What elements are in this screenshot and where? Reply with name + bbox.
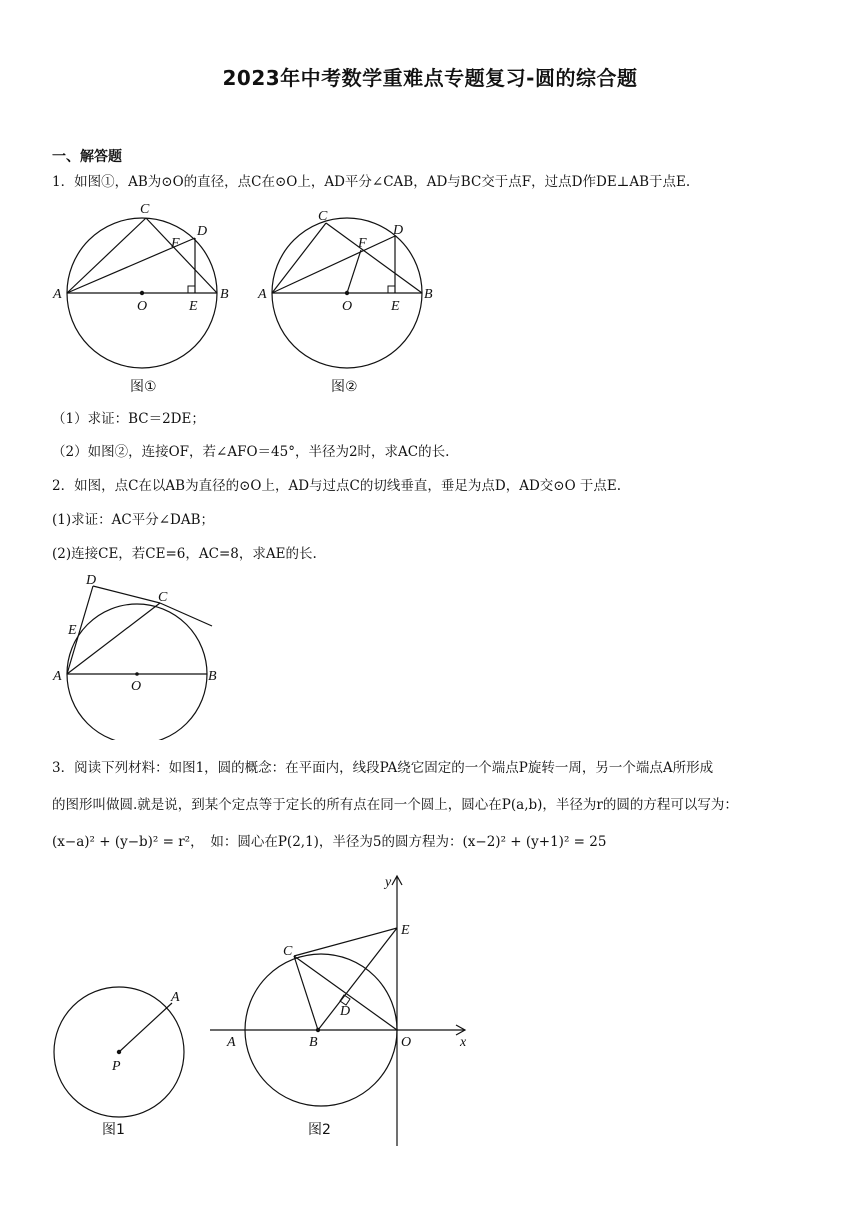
- q2-part1: (1)求证：AC平分∠DAB；: [52, 512, 215, 528]
- point-label-b: B: [220, 287, 229, 302]
- point-label-e: E: [68, 623, 77, 638]
- q3-figures: [50, 868, 480, 1148]
- q1-stem: 1．如图①，AB为⊙O的直径，点C在⊙O上，AD平分∠CAB，AD与BC交于点F，过点D作DE⊥AB于点E.: [52, 174, 691, 190]
- q3-figure-2: [210, 875, 467, 1146]
- fig1-line-AC: [67, 218, 146, 293]
- q1-figure-1: [52, 202, 229, 395]
- q3-fig2-caption: 图2: [308, 1122, 331, 1138]
- q2-part2: (2)连接CE，若CE=6，AC=8，求AE的长.: [52, 546, 317, 562]
- line-CE: [294, 928, 397, 956]
- point-label-d: D: [86, 573, 97, 588]
- fig2-line-CB: [326, 223, 422, 293]
- fig2-caption: 图②: [331, 379, 358, 395]
- point-label-a: A: [53, 669, 62, 684]
- q2-center-dot: [135, 672, 139, 676]
- fig2-center-dot: [345, 291, 349, 295]
- point-label-d: D: [340, 1004, 351, 1019]
- page-title: 2023年中考数学重难点专题复习-圆的综合题: [222, 66, 638, 90]
- q3-fig1-caption: 图1: [102, 1122, 125, 1138]
- point-label-d: D: [393, 223, 404, 238]
- point-label-c: C: [318, 209, 328, 224]
- q3-fig1-radius-PA: [119, 1003, 172, 1052]
- point-label-c: C: [140, 202, 150, 217]
- point-label-e: E: [189, 299, 198, 314]
- point-label-o: O: [131, 679, 142, 694]
- q1-figure-2: [257, 209, 433, 395]
- q3-line1: 3．阅读下列材料：如图1，圆的概念：在平面内，线段PA绕它固定的一个端点P旋转一周，另一个端点A所形成: [52, 760, 714, 776]
- section-heading: 一、解答题: [52, 149, 122, 165]
- point-label-b: B: [208, 669, 217, 684]
- point-label-d: D: [197, 224, 208, 239]
- point-label-f: F: [358, 236, 367, 251]
- q2-line-DC: [93, 586, 160, 603]
- q3-line3: (x−a)² + (y−b)² = r²， 如：圆心在P(2,1)，半径为5的圆方程为：(x−2)² + (y+1)² = 25: [52, 834, 607, 850]
- point-label-a: A: [171, 990, 180, 1005]
- point-label-o: O: [401, 1035, 412, 1050]
- q2-tangent: [160, 603, 212, 626]
- fig1-right-angle: [188, 286, 195, 293]
- q2-stem: 2．如图，点C在以AB为直径的⊙O上，AD与过点C的切线垂直，垂足为点D，AD交⊙O 于点E.: [52, 478, 622, 494]
- point-label-c: C: [283, 944, 293, 959]
- point-label-e: E: [401, 923, 410, 938]
- point-B-dot: [316, 1028, 320, 1032]
- point-label-o: O: [137, 299, 148, 314]
- q2-line-AC: [67, 603, 160, 674]
- point-label-c: C: [158, 590, 168, 605]
- fig2-line-OF: [347, 250, 361, 293]
- fig1-caption: 图①: [130, 379, 157, 395]
- point-label-e: E: [391, 299, 400, 314]
- point-label-a: A: [258, 287, 267, 302]
- q2-circle: [67, 604, 207, 740]
- q3-line2: 的图形叫做圆.就是说，到某个定点等于定长的所有点在同一个圆上，圆心在P(a,b)，半径为r的圆的方程可以写为：: [52, 797, 738, 813]
- q2-figure: [50, 570, 230, 740]
- point-label-o: O: [342, 299, 353, 314]
- q3-fig1-center-dot: [117, 1050, 121, 1054]
- point-label-a: A: [227, 1035, 236, 1050]
- q1-part2: （2）如图②，连接OF，若∠AFO＝45°，半径为2时，求AC的长.: [52, 444, 450, 460]
- point-label-x: x: [460, 1035, 467, 1050]
- line-BE: [318, 928, 397, 1030]
- fig1-center-dot: [140, 291, 144, 295]
- point-label-y: y: [385, 875, 392, 890]
- line-CB: [294, 956, 318, 1030]
- point-label-b: B: [424, 287, 433, 302]
- q1-part1: （1）求证：BC＝2DE；: [52, 411, 205, 427]
- point-label-p: P: [112, 1059, 121, 1074]
- q3-figure-1: [54, 987, 184, 1138]
- point-label-b: B: [309, 1035, 318, 1050]
- point-label-f: F: [171, 236, 180, 251]
- point-label-a: A: [53, 287, 62, 302]
- fig2-right-angle: [388, 286, 395, 293]
- q1-figures: [50, 198, 450, 398]
